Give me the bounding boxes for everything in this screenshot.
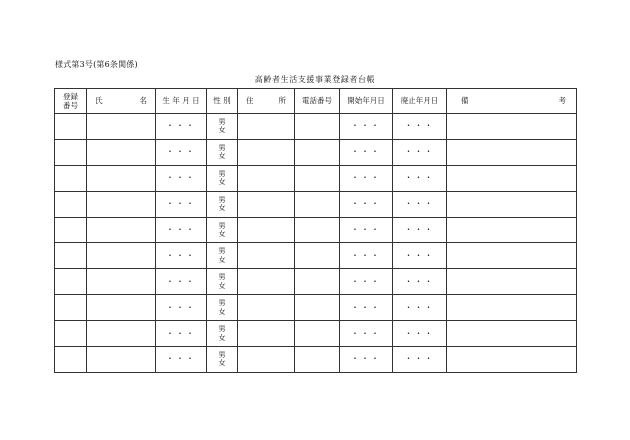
address-cell[interactable] (238, 139, 295, 165)
birth-date-cell[interactable] (156, 269, 207, 295)
gender-female-option: 女 (218, 307, 226, 316)
birth-date-placeholder: ・・・ (166, 354, 196, 364)
gender-male-option: 男 (218, 247, 226, 256)
table-row (55, 347, 577, 373)
registration-number-cell[interactable] (55, 269, 87, 295)
header-name (87, 89, 156, 114)
header-registration-number (55, 89, 87, 114)
phone-cell[interactable] (295, 139, 340, 165)
header-name-given: 名 (139, 96, 147, 106)
end-date-placeholder: ・・・ (404, 225, 435, 234)
birth-date-cell[interactable] (156, 217, 207, 243)
address-cell[interactable] (238, 114, 295, 140)
remarks-cell[interactable] (447, 295, 577, 321)
birth-date-cell[interactable] (156, 114, 207, 140)
birth-date-cell[interactable] (156, 295, 207, 321)
registration-number-cell[interactable] (55, 217, 87, 243)
phone-cell[interactable] (295, 321, 340, 347)
birth-date-cell[interactable] (156, 191, 207, 217)
form-number: 様式第3号(第6条関係) (55, 60, 138, 69)
registration-number-cell[interactable] (55, 243, 87, 269)
phone-cell[interactable] (295, 165, 340, 191)
end-date-placeholder: ・・・ (404, 250, 435, 260)
end-date-cell[interactable] (393, 191, 447, 217)
birth-date-cell[interactable] (156, 347, 207, 373)
table-row (55, 217, 577, 243)
start-date-cell[interactable] (340, 243, 393, 269)
gender-cell[interactable] (207, 139, 238, 165)
header-address-part1: 住 (246, 96, 254, 106)
gender-female-option: 女 (218, 255, 226, 264)
table-row (55, 191, 577, 217)
address-cell[interactable] (238, 191, 295, 217)
gender-female-option: 女 (218, 281, 226, 290)
remarks-cell[interactable] (447, 139, 577, 165)
gender-male-option: 男 (218, 273, 226, 282)
start-date-placeholder: ・・・ (351, 147, 381, 157)
gender-cell[interactable] (207, 321, 238, 347)
address-cell[interactable] (238, 347, 295, 373)
birth-date-cell[interactable] (156, 243, 207, 269)
gender-female-option: 女 (218, 359, 226, 368)
phone-cell[interactable] (295, 191, 340, 217)
table-row (55, 139, 577, 165)
remarks-cell[interactable] (447, 269, 577, 295)
gender-cell[interactable] (207, 114, 238, 140)
birth-date-placeholder: ・・・ (166, 250, 196, 260)
registration-number-cell[interactable] (55, 114, 87, 140)
document-title: 高齢者生活支援事業登録者台帳 (254, 75, 376, 84)
table-row (55, 243, 577, 269)
name-cell[interactable] (87, 243, 156, 269)
start-date-placeholder: ・・・ (351, 302, 381, 312)
remarks-cell[interactable] (447, 165, 577, 191)
header-remarks (447, 89, 577, 114)
end-date-cell[interactable] (393, 139, 447, 165)
remarks-cell[interactable] (447, 114, 577, 140)
address-cell[interactable] (238, 217, 295, 243)
end-date-placeholder: ・・・ (404, 276, 435, 286)
gender-cell[interactable] (207, 165, 238, 191)
name-cell[interactable] (87, 269, 156, 295)
header-remarks-part1: 備 (461, 96, 469, 106)
start-date-cell[interactable] (340, 114, 393, 140)
address-cell[interactable] (238, 321, 295, 347)
start-date-placeholder: ・・・ (351, 121, 381, 131)
address-cell[interactable] (238, 243, 295, 269)
start-date-cell[interactable] (340, 217, 393, 243)
end-date-cell[interactable] (393, 321, 447, 347)
header-end-date: 廃止年月日 (393, 89, 447, 114)
gender-cell[interactable] (207, 269, 238, 295)
header-gender: 性 別 (207, 89, 238, 114)
start-date-placeholder: ・・・ (351, 250, 381, 260)
registration-number-cell[interactable] (55, 321, 87, 347)
name-cell[interactable] (87, 217, 156, 243)
phone-cell[interactable] (295, 295, 340, 321)
name-cell[interactable] (87, 321, 156, 347)
table-row (55, 269, 577, 295)
registrant-ledger-table (54, 88, 577, 373)
table-row (55, 321, 577, 347)
start-date-cell[interactable] (340, 139, 393, 165)
remarks-cell[interactable] (447, 347, 577, 373)
gender-male-option: 男 (218, 221, 226, 230)
birth-date-placeholder: ・・・ (166, 147, 196, 157)
name-cell[interactable] (87, 165, 156, 191)
name-cell[interactable] (87, 295, 156, 321)
end-date-cell[interactable] (393, 165, 447, 191)
header-name-surname: 氏 (95, 96, 103, 106)
header-start-date: 開始年月日 (340, 89, 393, 114)
registration-number-cell[interactable] (55, 295, 87, 321)
end-date-cell[interactable] (393, 295, 447, 321)
end-date-cell[interactable] (393, 114, 447, 140)
header-address (238, 89, 295, 114)
table-row (55, 165, 577, 191)
gender-female-option: 女 (218, 126, 226, 135)
table-row (55, 295, 577, 321)
end-date-cell[interactable] (393, 269, 447, 295)
header-address-part2: 所 (278, 96, 286, 106)
remarks-cell[interactable] (447, 217, 577, 243)
gender-cell[interactable] (207, 191, 238, 217)
gender-female-option: 女 (218, 230, 226, 238)
table-header-row (55, 89, 577, 114)
birth-date-cell[interactable] (156, 321, 207, 347)
address-cell[interactable] (238, 165, 295, 191)
table-body (55, 114, 577, 373)
start-date-placeholder: ・・・ (351, 328, 381, 338)
phone-cell[interactable] (295, 217, 340, 243)
gender-cell[interactable] (207, 217, 238, 243)
remarks-cell[interactable] (447, 321, 577, 347)
registration-number-cell[interactable] (55, 347, 87, 373)
gender-male-option: 男 (218, 350, 226, 359)
gender-female-option: 女 (218, 152, 226, 161)
table-row (55, 114, 577, 140)
start-date-placeholder: ・・・ (351, 225, 381, 234)
start-date-cell[interactable] (340, 321, 393, 347)
start-date-placeholder: ・・・ (351, 354, 381, 364)
gender-female-option: 女 (218, 178, 226, 187)
end-date-cell[interactable] (393, 217, 447, 243)
gender-female-option: 女 (218, 333, 226, 342)
birth-date-placeholder: ・・・ (166, 225, 196, 234)
birth-date-cell[interactable] (156, 139, 207, 165)
start-date-cell[interactable] (340, 191, 393, 217)
name-cell[interactable] (87, 191, 156, 217)
start-date-cell[interactable] (340, 269, 393, 295)
end-date-placeholder: ・・・ (404, 199, 435, 209)
remarks-cell[interactable] (447, 243, 577, 269)
header-phone: 電話番号 (295, 89, 340, 114)
name-cell[interactable] (87, 114, 156, 140)
birth-date-placeholder: ・・・ (166, 302, 196, 312)
address-cell[interactable] (238, 269, 295, 295)
registration-number-cell[interactable] (55, 165, 87, 191)
phone-cell[interactable] (295, 347, 340, 373)
gender-cell[interactable] (207, 243, 238, 269)
remarks-cell[interactable] (447, 191, 577, 217)
gender-cell[interactable] (207, 295, 238, 321)
end-date-placeholder: ・・・ (404, 302, 435, 312)
address-cell[interactable] (238, 295, 295, 321)
start-date-placeholder: ・・・ (351, 173, 381, 183)
birth-date-placeholder: ・・・ (166, 276, 196, 286)
header-remarks-part2: 考 (558, 96, 566, 106)
end-date-placeholder: ・・・ (404, 328, 435, 338)
gender-male-option: 男 (218, 117, 226, 126)
name-cell[interactable] (87, 347, 156, 373)
birth-date-placeholder: ・・・ (166, 328, 196, 338)
end-date-placeholder: ・・・ (404, 147, 435, 157)
gender-male-option: 男 (218, 299, 226, 308)
header-registration-number-line1: 登録 (63, 92, 78, 101)
header-birth-date: 生 年 月 日 (156, 89, 207, 114)
end-date-placeholder: ・・・ (404, 354, 435, 364)
phone-cell[interactable] (295, 114, 340, 140)
gender-male-option: 男 (218, 195, 226, 204)
end-date-placeholder: ・・・ (404, 121, 435, 131)
end-date-cell[interactable] (393, 243, 447, 269)
end-date-placeholder: ・・・ (404, 173, 435, 183)
gender-female-option: 女 (218, 204, 226, 213)
birth-date-placeholder: ・・・ (166, 173, 196, 183)
start-date-placeholder: ・・・ (351, 199, 381, 209)
gender-male-option: 男 (218, 143, 226, 152)
gender-cell[interactable] (207, 347, 238, 373)
end-date-cell[interactable] (393, 347, 447, 373)
birth-date-placeholder: ・・・ (166, 121, 196, 131)
registration-number-cell[interactable] (55, 139, 87, 165)
name-cell[interactable] (87, 139, 156, 165)
start-date-cell[interactable] (340, 295, 393, 321)
birth-date-cell[interactable] (156, 165, 207, 191)
gender-male-option: 男 (218, 325, 226, 334)
start-date-cell[interactable] (340, 347, 393, 373)
registration-number-cell[interactable] (55, 191, 87, 217)
start-date-cell[interactable] (340, 165, 393, 191)
phone-cell[interactable] (295, 243, 340, 269)
start-date-placeholder: ・・・ (351, 276, 381, 286)
gender-male-option: 男 (218, 169, 226, 178)
birth-date-placeholder: ・・・ (166, 199, 196, 209)
header-registration-number-line2: 番号 (63, 101, 78, 110)
phone-cell[interactable] (295, 269, 340, 295)
